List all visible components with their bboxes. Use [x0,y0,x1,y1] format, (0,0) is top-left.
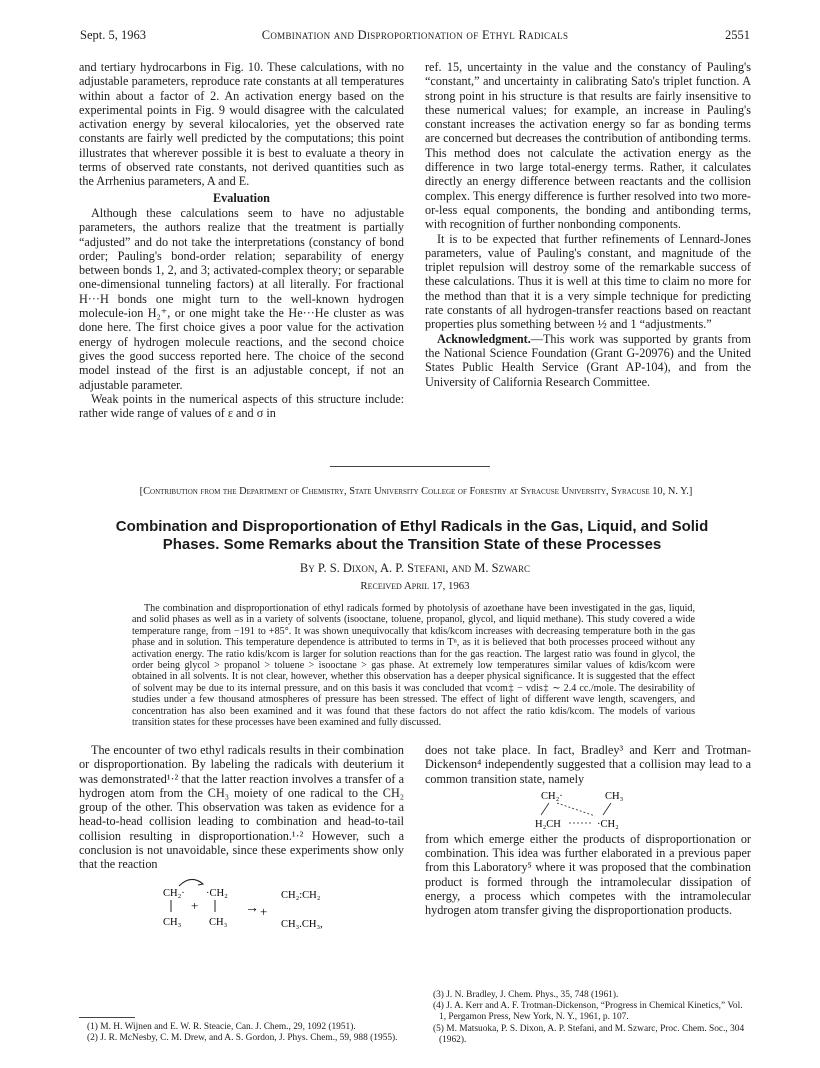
article-divider [330,466,490,467]
product-plus-sign: + [260,903,268,919]
footnote: (4) J. A. Kerr and A. F. Trotman-Dickenson, “Progress in Chemical Kinetics,” Vol. 1, Pergamon Press, New York, N. Y., 1961, p. 107. [433,1001,743,1023]
paragraph: and tertiary hydrocarbons in Fig. 10. These calculations, with no adjustable parameters, reproduce rate constants at all temperatures within about a factor of 2. An activation energy based on the experimental points in Fig. 9 would disagree with the calculated activation energy by several kilocalories, yet the observed rate constants are fairly well predicted by the computations; this point illustrates that wherever possible it is best to evaluate a theory in terms of observed rate constants, not derived quantities such as the Arrhenius parameters, A and E. [79,60,404,189]
acknowledgment [425,332,751,389]
radical1-ch3: CH₃ [163,916,182,928]
paragraph: Although these calculations seem to have no adjustable parameters, the authors realize that the treatment is partially “adjusted” and do not take the interpretations (constancy of bond order; Pauling's bond-order relation; separability of energy between bonds 1, 2, and 3; activated-complex theory; or separable one-dimensional tunneling factors) at all literally. For fractional H···H bonds one might turn to the well-known hydrogen molecule-ion H₂⁺, or one might take the He···He cluster as was done here. The first choice gives a poor value for the activation energy of hydrogen molecule reactions, and the second choice gives the good success reported here. The choice of the second model instead of the first is an adjustable concept, if not an adjustable parameter. [79,205,404,392]
transition-state-diagram [425,786,751,832]
ts-ch2-top: CH₂· [541,790,563,802]
ts-h2ch-bottom: H₂CH [535,818,561,830]
running-header [80,28,750,46]
section-heading: Evaluation [213,190,270,205]
footnote-rule [79,1017,135,1018]
reaction-arrow: → [245,900,259,916]
footnote: (5) M. Matsuoka, P. S. Dixon, A. P. Stefani, and M. Szwarc, Proc. Chem. Soc., 304 (1962). [433,1023,745,1045]
footnote: (3) J. N. Bradley, J. Chem. Phys., 35, 748 (1961). [433,990,619,1000]
paragraph: It is to be expected that further refinements of Lennard-Jones parameters, value of Pauling's constant, and magnitude of the triplet repulsion will destroy some of the remarkable success of these calculations. Thus it is well at this time to claim no more for the method than that it is a very simple technique for predicting rate constants of all hydrogen-transfer reactions based on reactant properties plus something between ½ and 1 “adjustments.” [425,231,751,332]
reaction-scheme [79,872,404,936]
radical1-ch2: CH₂· [163,887,185,899]
footnotes-left [79,1022,404,1044]
footnote: (2) J. R. McNesby, C. M. Drew, and A. S. Gordon, J. Phys. Chem., 59, 988 (1955). [87,1033,398,1044]
bottom-right-column [425,743,751,918]
paragraph: ref. 15, uncertainty in the value and the constancy of Pauling's “constant,” and uncertainty in calibrating Sato's triplet function. A strong point in his structure is that results are fairly insensitive to these numerical values; for example, an increase in Pauling's constant increases the activation energy so far as bonding terms are concerned but decreases the contribution of antibonding terms. This method does not calculate the activation energy as the difference in two large total-energy terms. Rather, it calculates directly an energy difference between reactants and the collision complex. This energy difference is further resolved into two more-or-less equal components, the bonding and antibonding terms, with recognition of further nonbonding components. [425,60,751,232]
header-date: Sept. 5, 1963 [80,28,146,42]
acknowledgment-text: —This work was supported by grants from the National Science Foundation (Grant G-20976) and the United States Public Health Service (Grant AP-104), and from the University of California Research Committee. [425,331,751,389]
paragraph: from which emerge either the products of disproportionation or combination. This idea was further elaborated in a previous paper from this Laboratory⁵ where it was proposed that the combination product is formed through the intramolecular dissipation of energy, a process which competes with the intramolecular hydrogen atom transfer giving the disproportionation products. [425,831,751,918]
paragraph: Weak points in the numerical aspects of this structure include: rather wide range of values of ε and σ in [79,391,404,421]
radical2-ch3: CH₃ [209,916,228,928]
partial-bond-line [557,803,595,816]
transition-state-figure [425,786,751,832]
acknowledgment-label: Acknowledgment. [437,331,531,346]
ts-ch2-bottom: ·CH₂ [597,818,619,830]
contribution-line: [Contribution from the Department of Chemistry, State University College of Forestry at Syracuse University, Syracuse 10, N. Y.] [139,486,693,497]
footnotes-right [425,990,751,1046]
top-right-column [425,60,751,389]
top-left-column [79,60,404,420]
footnote: (1) M. H. Wijnen and E. W. R. Steacie, Can. J. Chem., 29, 1092 (1951). [87,1022,356,1032]
header-running-title: Combination and Disproportionation of Ethyl Radicals [261,28,569,42]
paragraph: The encounter of two ethyl radicals results in their combination or disproportionation. By labeling the radicals with deuterium it was demonstrated¹·² that the latter reaction involves a transfer of a hydrogen atom from the CH₃ moiety of one radical to the CH₂ group of the other. This observation was taken as evidence for a head-to-head collision leading to combination and head-to-tail collision resulting in disproportionation.¹·² However, such a conclusion is not unavoidable, since these experiments show only that the reaction [79,743,404,872]
article-title: Combination and Disproportionation of Ethyl Radicals in the Gas, Liquid, and Solid Phases. Some Remarks about the Transition State of these Processes [115,518,709,553]
plus-sign: + [191,897,199,913]
bottom-left-column [79,743,404,936]
received-date: Received April 17, 1963 [360,580,470,592]
ts-ch3-top: CH₃ [605,790,624,802]
bond-line [541,803,549,815]
bond-line [603,803,611,815]
abstract: The combination and disproportionation of ethyl radicals formed by photolysis of azoethane have been investigated in the gas, liquid, and solid phases as well as in a variety of solvents (isooctane, toluene, propanol, glycol, and liquid methane). This study covered a wide temperature range, from −191 to +85°. It was shown unequivocally that kdis/kcom increases with decreasing temperature both in the gas phase and in solution. This temperature dependence is attributed to terms in Tⁿ, as it is believed that both processes proceed without any activation energy. The ratio kdis/kcom is larger for solution reactions than for the gas reaction. The largest ratio was found in glycol, the order being glycol > propanol > toluene > isooctane > gas phase. At extremely low temperatures similar values of kdis/kcom were obtained in all solvents. It is not clear, however, whether this observation has a deeper physical significance. It is suggested that the effect of solvent may be due to its internal pressure, and on this basis it was concluded that vcom‡ − vdis‡ ∼ 2.4 cc./mole. The desirability of studies under a few thousand atmospheres of pressure has been stressed. The effect of light of different wave length, scavengers, and concentration has also been examined and it was found that these factors do not affect the ratio kdis/kcom. The models of various transition states for these processes have been examined and fully discussed. [132,603,695,729]
radical2-ch2: ·CH₂ [206,887,228,899]
reaction-scheme-figure [79,872,404,936]
article-authors: By P. S. Dixon, A. P. Stefani, and M. Szwarc [299,561,531,575]
paragraph: does not take place. In fact, Bradley³ and Kerr and Trotman-Dickenson⁴ independently suggested that a collision may lead to a common transition state, namely [425,743,751,786]
product-ethane: CH₃.CH₃, [281,918,323,930]
product-ethylene: CH₂:CH₂ [281,889,321,901]
header-page-number: 2551 [725,28,750,42]
